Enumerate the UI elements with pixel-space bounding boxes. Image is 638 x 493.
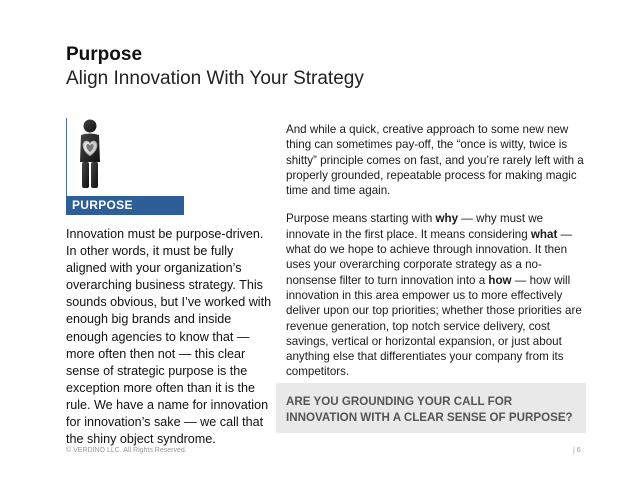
purpose-badge: PURPOSE bbox=[66, 196, 184, 215]
page-title: Purpose bbox=[66, 44, 143, 65]
p2-text-d: — how will innovation in this area empower us to more effectively deliver upon our top priorities; whether those priorities are revenue generation, top notch service delivery, cost savings, vertical or horizontal expansion, or just about anything else that differentiates your company from its competitors. bbox=[286, 273, 582, 379]
person-with-heart-icon bbox=[66, 118, 186, 194]
p2-text-c: — what do we hope to achieve through innovation. It then uses your overarching corporate strategy as a no-nonsense filter to turn innovation into a bbox=[286, 227, 573, 287]
right-column bbox=[286, 122, 586, 393]
keyword-what: what bbox=[530, 227, 558, 241]
left-body-text: Innovation must be purpose-driven. In other words, it must be fully aligned with your organization’s overarching business strategy. This sounds obvious, but I’ve worked with enough big brands and inside enough agencies to know that — more often then not — this clear sense of strategic purpose is the exception more often than it is the rule. We have a name for innovation for innovation’s sake — we call that the shiny object syndrome. bbox=[66, 227, 272, 447]
right-paragraph-2 bbox=[286, 211, 586, 379]
right-paragraph-1: And while a quick, creative approach to some new new thing can sometimes pay-off, the “once is witty, twice is shitty” principle comes on fast, and you’re rarely left with a properly grounded, repeatable process for making magic time and time again. bbox=[286, 123, 584, 198]
keyword-how: how bbox=[488, 273, 512, 287]
footer-copyright: © VERDINO LLC. All Rights Reserved. bbox=[66, 447, 187, 454]
footer-page-number: | 6 bbox=[573, 447, 581, 454]
p2-text-a: Purpose means starting with bbox=[286, 212, 436, 226]
page-subtitle: Align Innovation With Your Strategy bbox=[66, 68, 364, 89]
callout-question-box: ARE YOU GROUNDING YOUR CALL FOR INNOVATION WITH A CLEAR SENSE OF PURPOSE? bbox=[276, 383, 586, 433]
keyword-why: why bbox=[435, 212, 459, 226]
p2-text-b: — why must we innovate in the first place. It means considering bbox=[286, 212, 544, 241]
